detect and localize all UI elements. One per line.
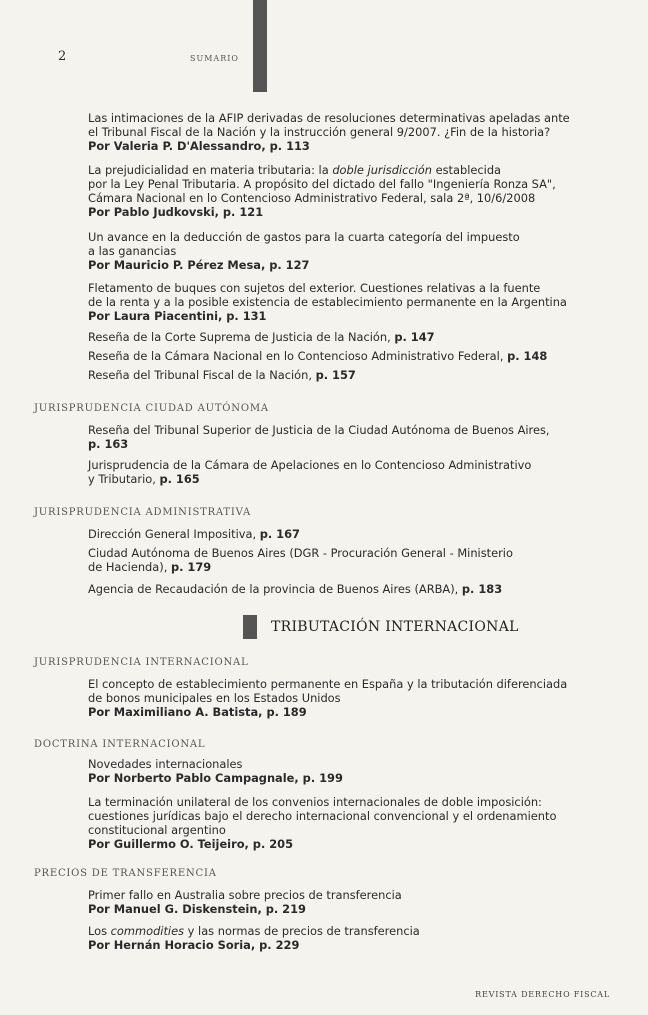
entry-title: Novedades internacionales bbox=[88, 757, 243, 771]
entry-title: El concepto de establecimiento permanente en España y la tributación diferenciada de bonos municipales en los Estados Unidos bbox=[88, 677, 568, 705]
entry-title: Reseña del Tribunal Fiscal de la Nación, p. 157 bbox=[88, 368, 356, 382]
toc-entry bbox=[88, 757, 618, 785]
toc-entry bbox=[88, 111, 618, 153]
entry-title: Ciudad Autónoma de Buenos Aires (DGR - Procuración General - Ministerio de Hacienda), p. 179 bbox=[88, 546, 513, 574]
toc-entry bbox=[88, 888, 618, 916]
entry-title: Reseña de la Cámara Nacional en lo Contencioso Administrativo Federal, p. 148 bbox=[88, 349, 548, 363]
entry-title: Agencia de Recaudación de la provincia de Buenos Aires (ARBA), p. 183 bbox=[88, 582, 503, 596]
entry-title: Fletamento de buques con sujetos del exterior. Cuestiones relativas a la fuente de la renta y a la posible existencia de establecimiento permanente en la Argentina bbox=[88, 281, 567, 309]
entry-title: Jurisprudencia de la Cámara de Apelaciones en lo Contencioso Administrativo y Tributario, p. 165 bbox=[88, 458, 532, 486]
entry-author: Por Laura Piacentini, p. 131 bbox=[88, 309, 267, 323]
section-heading: JURISPRUDENCIA INTERNACIONAL bbox=[34, 657, 249, 668]
entry-author: Por Hernán Horacio Soria, p. 229 bbox=[88, 938, 300, 952]
toc-entry bbox=[88, 349, 618, 363]
toc-entry bbox=[88, 458, 618, 486]
entry-title: Un avance en la deducción de gastos para la cuarta categoría del impuesto a las ganancias bbox=[88, 230, 520, 258]
footer-journal-name: REVISTA DERECHO FISCAL bbox=[475, 990, 610, 999]
section-heading: JURISPRUDENCIA CIUDAD AUTÓNOMA bbox=[34, 403, 269, 414]
toc-entry bbox=[88, 677, 618, 719]
section-heading: PRECIOS DE TRANSFERENCIA bbox=[34, 868, 217, 879]
toc-entry bbox=[88, 163, 618, 219]
entry-title: La terminación unilateral de los convenios internacionales de doble imposición: cuestiones jurídicas bajo el derecho internacional convencional y el ordenamiento constitucional argentino bbox=[88, 795, 557, 837]
entry-title: Los commodities y las normas de precios de transferencia bbox=[88, 924, 420, 938]
toc-entry bbox=[88, 330, 618, 344]
section-heading: DOCTRINA INTERNACIONAL bbox=[34, 739, 206, 750]
toc-entry bbox=[88, 582, 618, 596]
running-head: SUMARIO bbox=[190, 54, 239, 63]
toc-entry bbox=[88, 527, 618, 541]
entry-author: Por Pablo Judkovski, p. 121 bbox=[88, 205, 264, 219]
entry-title: Las intimaciones de la AFIP derivadas de resoluciones determinativas apeladas ante el Tribunal Fiscal de la Nación y la instrucción general 9/2007. ¿Fin de la historia? bbox=[88, 111, 570, 139]
entry-title: Reseña de la Corte Suprema de Justicia de la Nación, p. 147 bbox=[88, 330, 435, 344]
entry-title: Primer fallo en Australia sobre precios de transferencia bbox=[88, 888, 402, 902]
page-number: 2 bbox=[58, 49, 67, 64]
entry-author: Por Maximiliano A. Batista, p. 189 bbox=[88, 705, 307, 719]
toc-entry bbox=[88, 423, 618, 451]
toc-entry bbox=[88, 795, 618, 851]
entry-title: La prejudicialidad en materia tributaria: la doble jurisdicción establecida por la Ley Penal Tributaria. A propósito del dictado del fallo "Ingeniería Ronza SA", Cámara Nacional en lo Contencioso Administrativo Federal, sala 2ª, 10/6/2008 bbox=[88, 163, 556, 205]
entry-title: Dirección General Impositiva, p. 167 bbox=[88, 527, 300, 541]
major-section-heading bbox=[243, 615, 519, 639]
entry-author: Por Guillermo O. Teijeiro, p. 205 bbox=[88, 837, 294, 851]
page-tab-marker bbox=[253, 0, 267, 92]
major-section-title: TRIBUTACIÓN INTERNACIONAL bbox=[271, 619, 519, 635]
toc-entry bbox=[88, 230, 618, 272]
toc-entry bbox=[88, 368, 618, 382]
section-marker bbox=[243, 615, 257, 639]
entry-author: Por Manuel G. Diskenstein, p. 219 bbox=[88, 902, 306, 916]
section-heading: JURISPRUDENCIA ADMINISTRATIVA bbox=[34, 507, 251, 518]
entry-title: Reseña del Tribunal Superior de Justicia de la Ciudad Autónoma de Buenos Aires, p. 163 bbox=[88, 423, 550, 451]
toc-entry bbox=[88, 546, 618, 574]
toc-entry bbox=[88, 924, 618, 952]
entry-author: Por Valeria P. D'Alessandro, p. 113 bbox=[88, 139, 310, 153]
entry-author: Por Mauricio P. Pérez Mesa, p. 127 bbox=[88, 258, 310, 272]
toc-entry bbox=[88, 281, 618, 323]
entry-author: Por Norberto Pablo Campagnale, p. 199 bbox=[88, 771, 343, 785]
